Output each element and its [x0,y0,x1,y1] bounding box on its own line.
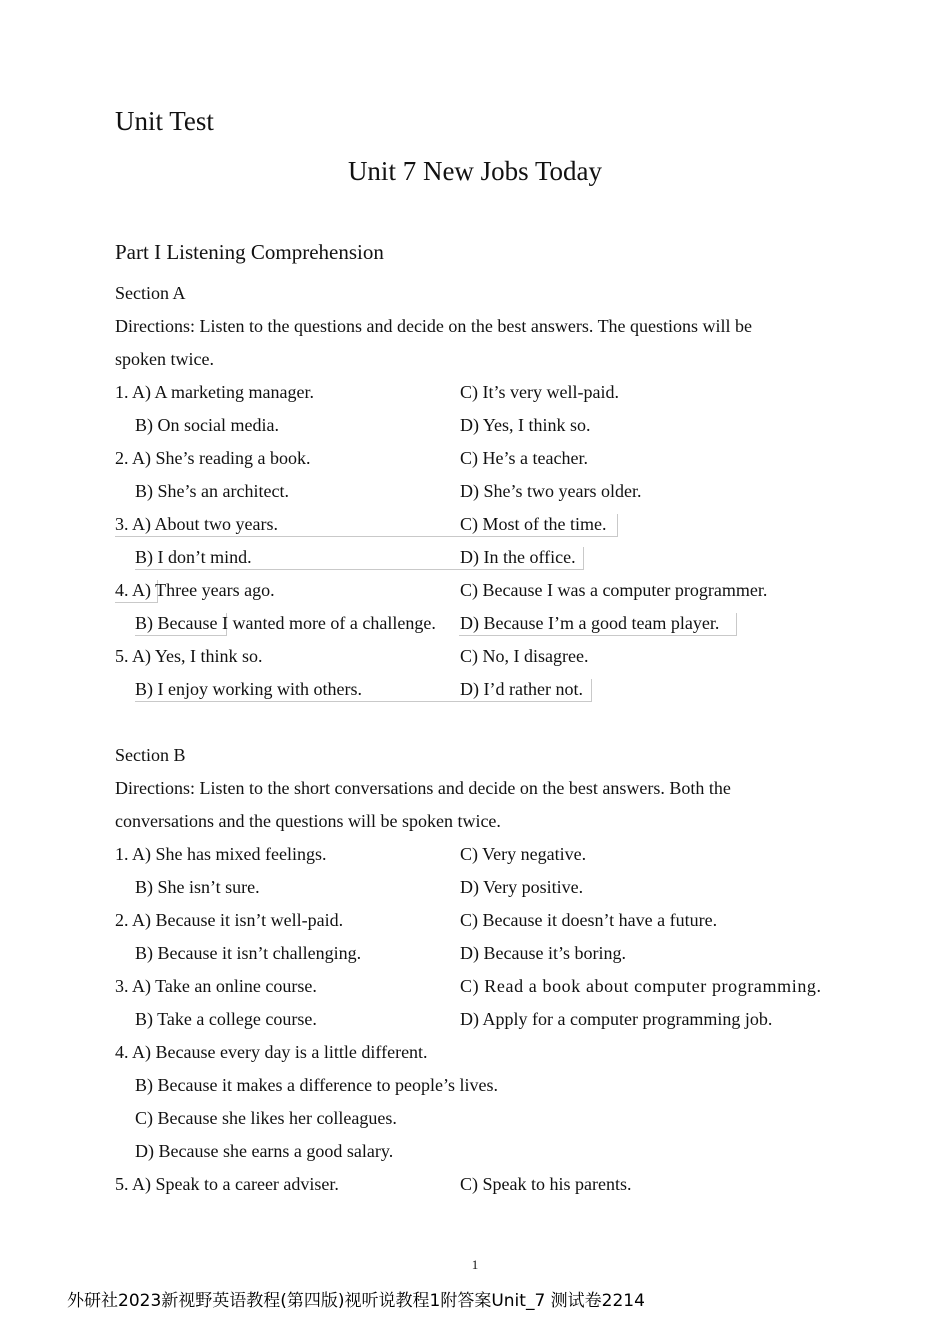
sa-q4-option-d: D) Because I’m a good team player. [460,613,720,633]
section-a-directions-line2: spoken twice. [115,349,214,369]
sa-q3-option-d: D) In the office. [460,547,576,567]
sa-q4-option-a: 4. A) Three years ago. [115,580,275,600]
sb-q3-option-b: B) Take a college course. [135,1009,317,1029]
page-title: Unit 7 New Jobs Today [347,156,603,186]
sb-q4-option-b: B) Because it makes a difference to people’s lives. [135,1075,499,1095]
sb-q1-option-c: C) Very negative. [460,844,587,864]
sa-q5-option-b: B) I enjoy working with others. [135,679,362,699]
sb-q2-option-d: D) Because it’s boring. [460,943,626,963]
source-label: 外研社2023新视野英语教程(第四版)视听说教程1附答案Unit_7 测试卷2214 [67,1291,645,1311]
section-b-directions-line2: conversations and the questions will be spoken twice. [115,811,501,831]
sb-q3-option-c: C) Read a book about computer programming. [460,976,822,996]
sb-q4-option-d: D) Because she earns a good salary. [135,1141,394,1161]
sa-q5-option-d: D) I’d rather not. [460,679,583,699]
sa-q1-option-b: B) On social media. [135,415,279,435]
sa-q2-option-c: C) He’s a teacher. [460,448,588,468]
sa-q1-option-d: D) Yes, I think so. [460,415,591,435]
sb-q2-option-b: B) Because it isn’t challenging. [135,943,362,963]
sa-q5-option-a: 5. A) Yes, I think so. [115,646,263,666]
sb-q1-option-a: 1. A) She has mixed feelings. [115,844,327,864]
sb-q5-option-c: C) Speak to his parents. [460,1174,632,1194]
section-a-directions-line1: Directions: Listen to the questions and decide on the best answers. The questions will be [115,316,753,336]
sb-q1-option-b: B) She isn’t sure. [135,877,260,897]
sa-q2-option-d: D) She’s two years older. [460,481,642,501]
unit-test-heading: Unit Test [115,106,214,136]
sb-q4-option-c: C) Because she likes her colleagues. [135,1108,397,1128]
sb-q2-option-a: 2. A) Because it isn’t well-paid. [115,910,344,930]
sa-q3-option-c: C) Most of the time. [460,514,607,534]
sb-q4-option-a: 4. A) Because every day is a little different. [115,1042,428,1062]
sa-q2-option-a: 2. A) She’s reading a book. [115,448,311,468]
sa-q3-option-b: B) I don’t mind. [135,547,252,567]
sa-q5-option-c: C) No, I disagree. [460,646,589,666]
sb-q3-option-d: D) Apply for a computer programming job. [460,1009,773,1029]
page-number: 1 [471,1257,479,1272]
sb-q3-option-a: 3. A) Take an online course. [115,976,317,996]
sa-q4-option-b: B) Because I wanted more of a challenge. [135,613,436,633]
sb-q2-option-c: C) Because it doesn’t have a future. [460,910,718,930]
part-title: Part I Listening Comprehension [115,240,384,264]
sa-q2-option-b: B) She’s an architect. [135,481,289,501]
section-b-title: Section B [115,745,186,765]
section-a-title: Section A [115,283,186,303]
sa-q1-option-c: C) It’s very well-paid. [460,382,619,402]
section-b-directions-line1: Directions: Listen to the short conversations and decide on the best answers. Both the [115,778,731,798]
sb-q5-option-a: 5. A) Speak to a career adviser. [115,1174,339,1194]
sb-q1-option-d: D) Very positive. [460,877,584,897]
sa-q1-option-a: 1. A) A marketing manager. [115,382,314,402]
sa-q4-option-c: C) Because I was a computer programmer. [460,580,768,600]
sa-q3-option-a: 3. A) About two years. [115,514,278,534]
